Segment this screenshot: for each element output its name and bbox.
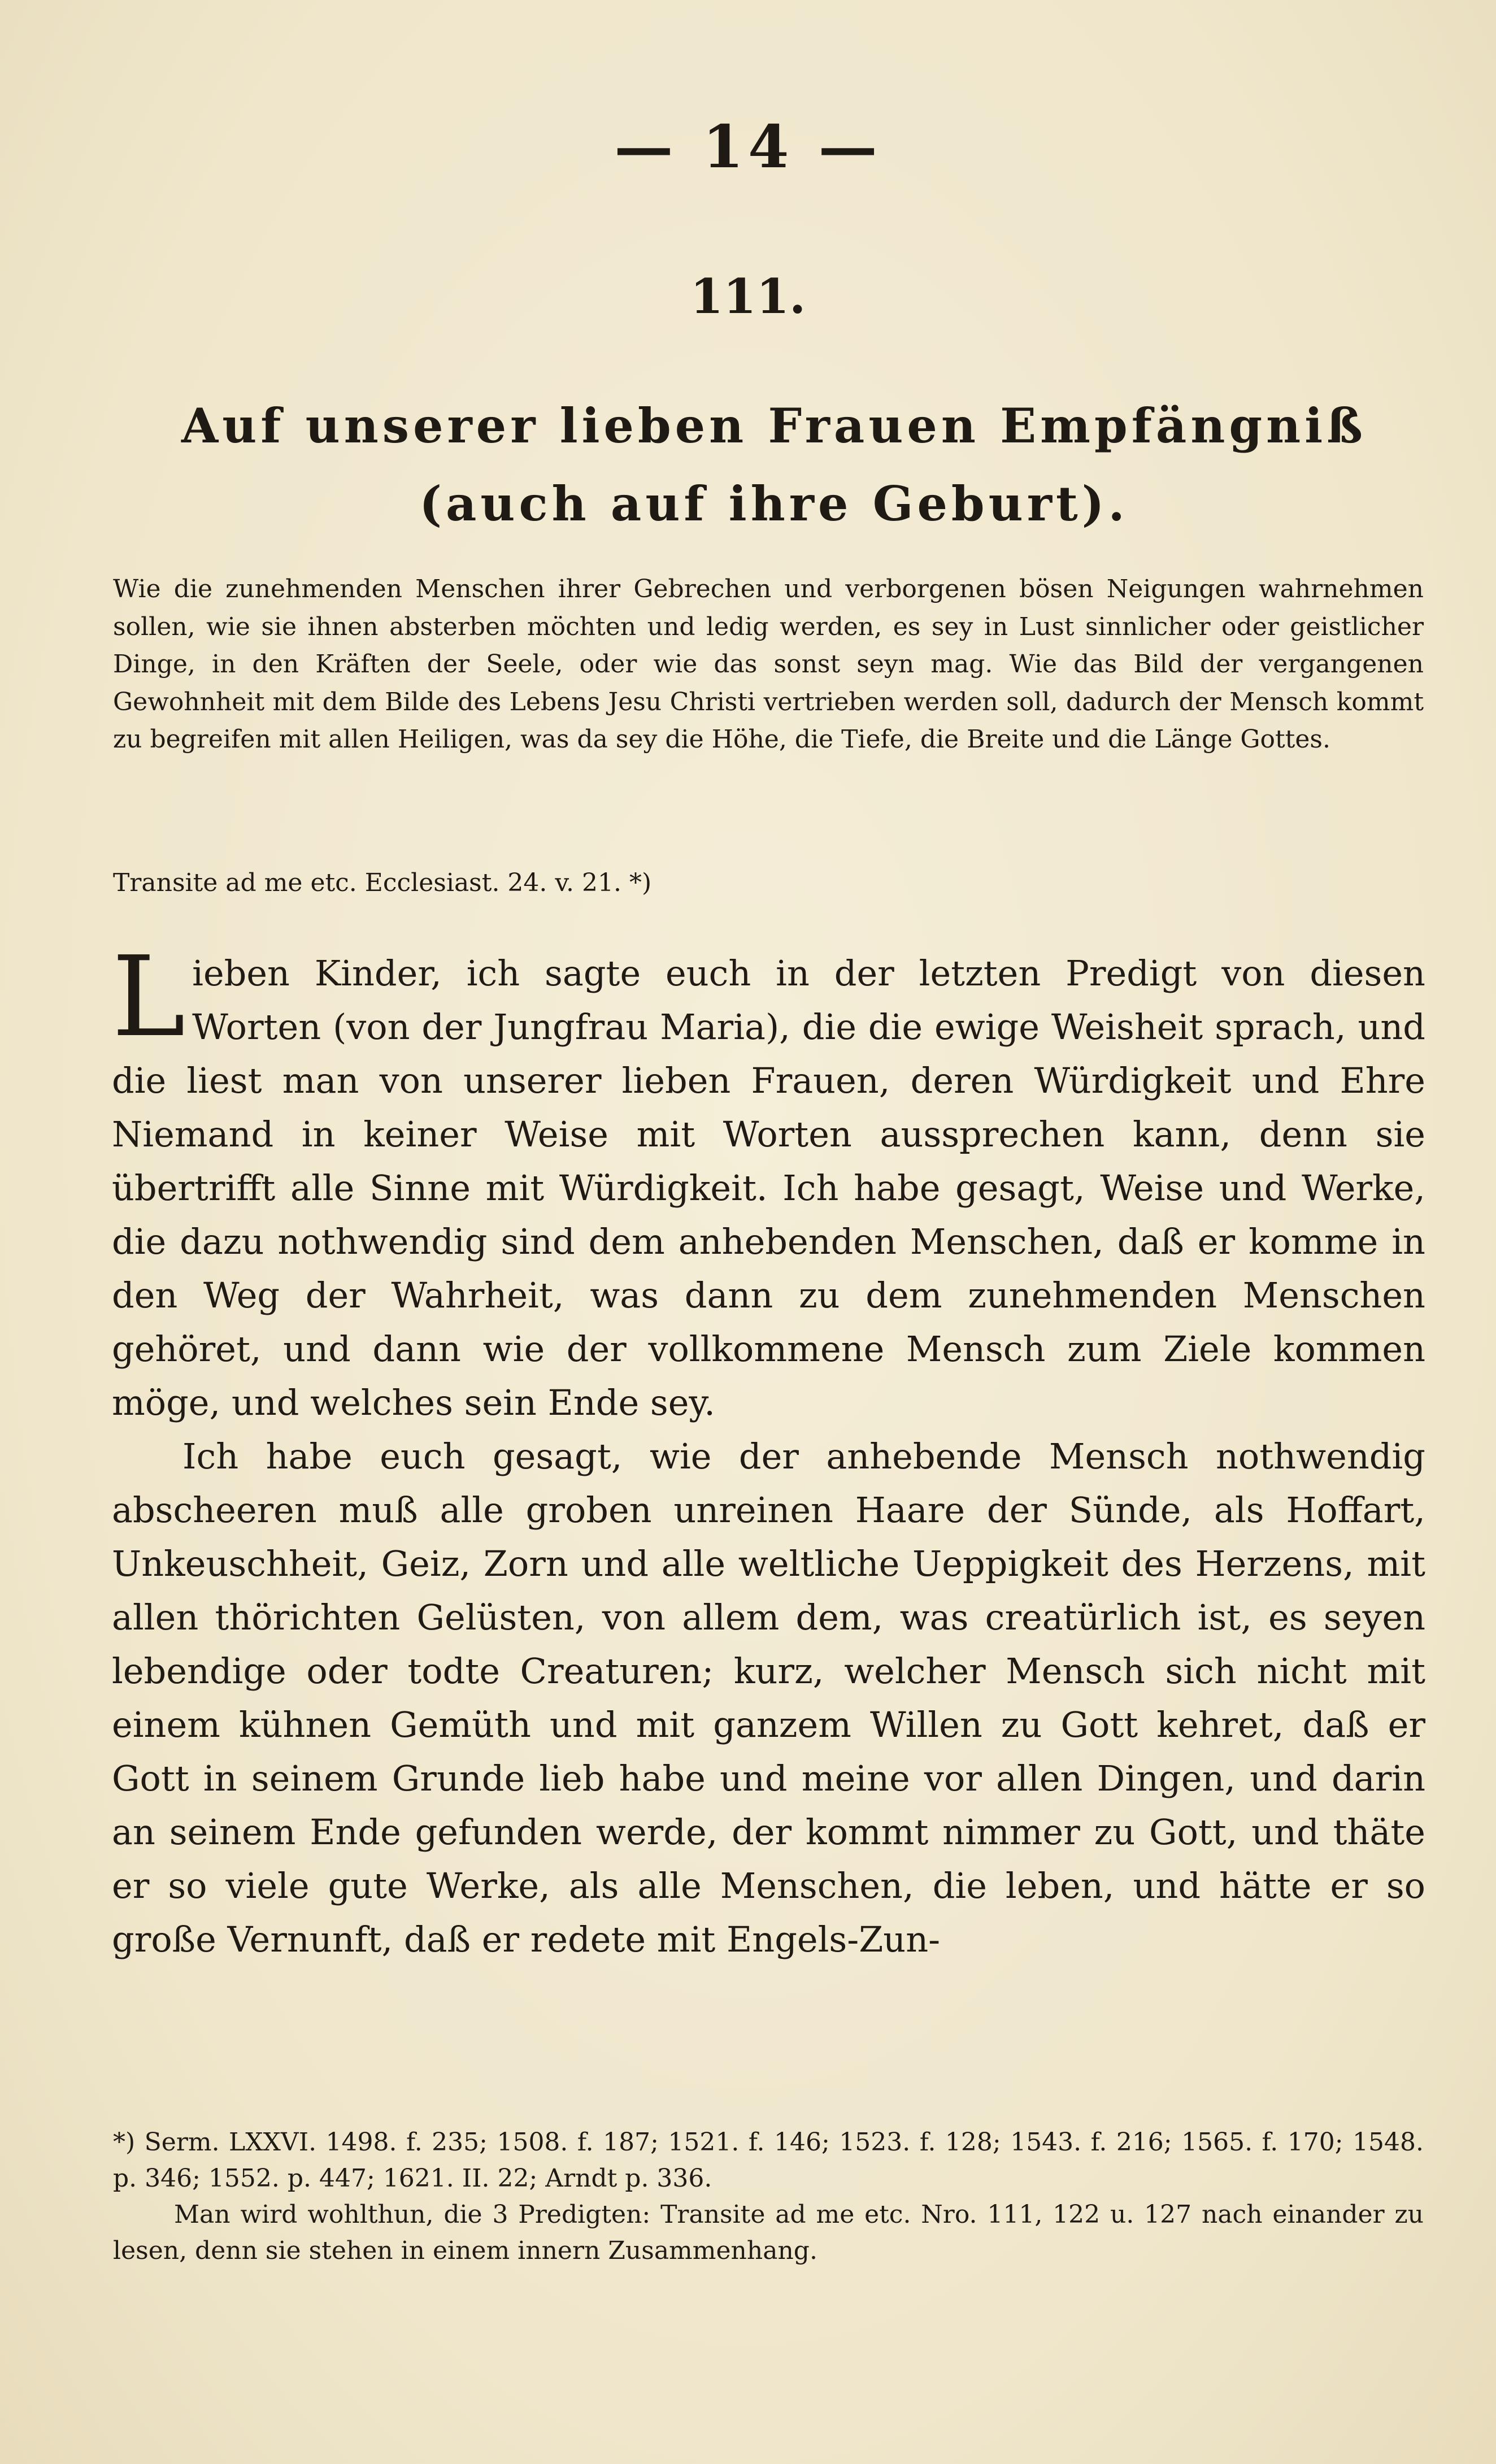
- footnote-note: Man wird wohlthun, die 3 Predigten: Transite ad me etc. Nro. 111, 122 u. 127 nach einander zu lesen, denn sie stehen in einem innern Zusammenhang.: [113, 2200, 1424, 2265]
- paragraph-2: Ich habe euch gesagt, wie der anhebende Mensch nothwendig abscheeren muß alle groben unreinen Haare der Sünde, als Hoffart, Unkeuschheit, Geiz, Zorn und alle weltliche Ueppigkeit des Herzens, mit allen thörichten Gelüsten, von allem dem, was creatürlich ist, es seyen lebendige oder todte Creaturen; kurz, welcher Mensch sich nicht mit einem kühnen Gemüth und mit ganzem Willen zu Gott kehret, daß er Gott in seinem Grunde lieb habe und meine vor allen Dingen, und darin an seinem Ende gefunden werde, der kommt nimmer zu Gott, und thäte er so viele gute Werke, als alle Menschen, die leben, und hätte er so große Vernunft, daß er redete mit Engels-Zun-: [112, 1436, 1425, 1960]
- scripture-citation: Transite ad me etc. Ecclesiast. 24. v. 21. *): [113, 868, 652, 897]
- paragraph-1: [112, 933, 1425, 1429]
- footnote: [113, 2124, 1424, 2269]
- footnote-editions: *) Serm. LXXVI. 1498. f. 235; 1508. f. 187; 1521. f. 146; 1523. f. 128; 1543. f. 216; 1565. f. 170; 1548. p. 346; 1552. p. 447; 1621. II. 22; Arndt p. 336.: [113, 2128, 1424, 2193]
- paragraph-1-text: ieben Kinder, ich sagte euch in der letzten Predigt von diesen Worten (von der Jungfrau Maria), die die ewige Weisheit sprach, und die liest man von unserer lieben Frauen, deren Würdigkeit und Ehre Niemand in keiner Weise mit Worten aussprechen kann, denn sie übertrifft alle Sinne mit Würdigkeit. Ich habe gesagt, Weise und Werke, die dazu nothwendig sind dem anhebenden Menschen, daß er komme in den Weg der Wahrheit, was dann zu dem zunehmenden Menschen gehöret, und dann wie der vollkommene Mensch zum Ziele kommen möge, und welches sein Ende sey.: [112, 953, 1425, 1423]
- sermon-summary: Wie die zunehmenden Menschen ihrer Gebrechen und verborgenen bösen Neigungen wahrnehmen sollen, wie sie ihnen absterben möchten und ledig werden, es sey in Lust sinnlicher oder geistlicher Dinge, in den Kräften der Seele, oder wie das sonst seyn mag. Wie das Bild der vergangenen Gewohnheit mit dem Bilde des Lebens Jesu Christi vertrieben werden soll, dadurch der Mensch kommt zu begreifen mit allen Heiligen, was da sey die Höhe, die Tiefe, die Breite und die Länge Gottes.: [113, 575, 1424, 754]
- sermon-body: [112, 933, 1425, 1966]
- drop-cap: L: [112, 933, 186, 1062]
- page-number: — 14 —: [614, 112, 882, 181]
- sermon-title: Auf unserer lieben Frauen Empfängniß (auch auf ihre Geburt).: [181, 398, 1367, 532]
- sermon-number: 111.: [690, 268, 806, 324]
